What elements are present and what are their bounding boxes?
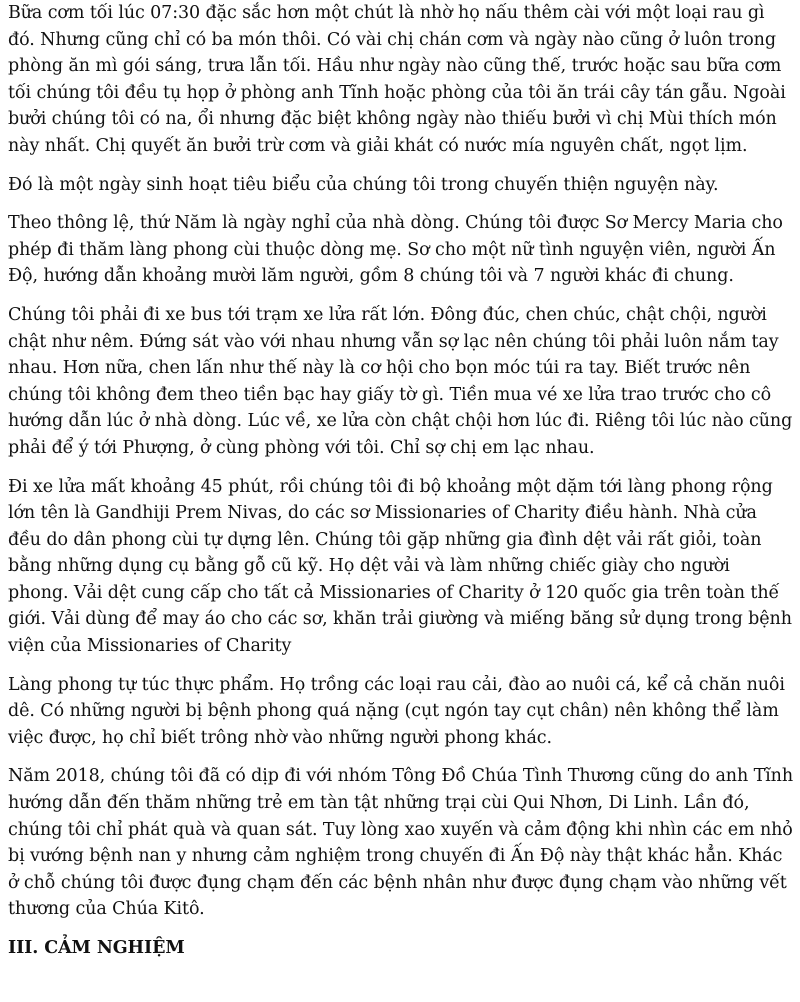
paragraph-train-trip: Chúng tôi phải đi xe bus tới trạm xe lửa rất lớn. Đông đúc, chen chúc, chật chội, người chật như nêm. Đứng sát vào với nhau nhưng vẫn sợ lạc nên chúng tôi phải luôn nắm tay nhau. Hơn nữa, chen lấn như thế này là cơ hội cho bọn móc túi ra tay. Biết trước nên chúng tôi không đem theo tiền bạc hay giấy tờ gì. Tiền mua vé xe lửa trao trước cho cô hướng dẫn lúc ở nhà dòng. Lúc về, xe lửa còn chật chội hơn lúc đi. Riêng tôi lúc nào cũng phải để ý tới Phượng, ở cùng phòng với tôi. Chỉ sợ chị em lạc nhau. [8, 304, 793, 458]
paragraph-dinner: Bữa cơm tối lúc 07:30 đặc sắc hơn một chút là nhờ họ nấu thêm cài với một loại rau gì đó. Nhưng cũng chỉ có ba món thôi. Có vài chị chán cơm và ngày nào cũng ở luôn trong phòng ăn mì gói sáng, trưa lẫn tối. Hầu như ngày nào cũng thế, trước hoặc sau bữa cơm tối chúng tôi đều tụ họp ở phòng anh Tĩnh hoặc phòng của tôi ăn trái cây tán gẫu. Ngoài bưởi chúng tôi có na, ổi nhưng đặc biệt không ngày nào thiếu bưởi vì chị Mùi thích món này nhất. Chị quyết ăn bưởi trừ cơm và giải khát có nước mía nguyên chất, ngọt lịm. [8, 3, 786, 156]
document-page [8, 0, 794, 962]
paragraph-2018-trip: Năm 2018, chúng tôi đã có dịp đi với nhóm Tông Đồ Chúa Tình Thương cũng do anh Tĩnh hướng dẫn đến thăm những trẻ em tàn tật những trại cùi Qui Nhơn, Di Linh. Lần đó, chúng tôi chỉ phát quà và quan sát. Tuy lòng xao xuyến và cảm động khi nhìn các em nhỏ bị vướng bệnh nan y nhưng cảm nghiệm trong chuyến đi Ấn Độ này thật khác hẳn. Khác ở chỗ chúng tôi được đụng chạm đến các bệnh nhân như được đụng chạm vào những vết thương của Chúa Kitô. [8, 766, 794, 920]
paragraph-self-sufficient: Làng phong tự túc thực phẩm. Họ trồng các loại rau cải, đào ao nuôi cá, kể cả chăn nuôi dê. Có những người bị bệnh phong quá nặng (cụt ngón tay cụt chân) nên không thể làm việc được, họ chỉ biết trông nhờ vào những người phong khác. [8, 674, 785, 748]
paragraph-thursday-visit: Theo thông lệ, thứ Năm là ngày nghỉ của nhà dòng. Chúng tôi được Sơ Mercy Maria cho phép đi thăm làng phong cùi thuộc dòng mẹ. Sơ cho một nữ tình nguyện viên, người Ấn Độ, hướng dẫn khoảng mười lăm người, gồm 8 chúng tôi và 7 người khác đi chung. [8, 213, 783, 287]
section-heading: III. CẢM NGHIỆM [8, 938, 185, 958]
paragraph-leper-village: Đi xe lửa mất khoảng 45 phút, rồi chúng tôi đi bộ khoảng một dặm tới làng phong rộng lớn tên là Gandhiji Prem Nivas, do các sơ Missionaries of Charity điều hành. Nhà cửa đều do dân phong cùi tự dựng lên. Chúng tôi gặp những gia đình dệt vải rất giỏi, toàn bằng những dụng cụ bằng gỗ cũ kỹ. Họ dệt vải và làm những chiếc giày cho người phong. Vải dệt cung cấp cho tất cả Missionaries of Charity ở 120 quốc gia trên toàn thế giới. Vải dùng để may áo cho các sơ, khăn trải giường và miếng băng sử dụng trong bệnh viện của Missionaries of Charity [8, 476, 792, 657]
paragraph-typical-day: Đó là một ngày sinh hoạt tiêu biểu của chúng tôi trong chuyến thiện nguyện này. [8, 174, 719, 195]
